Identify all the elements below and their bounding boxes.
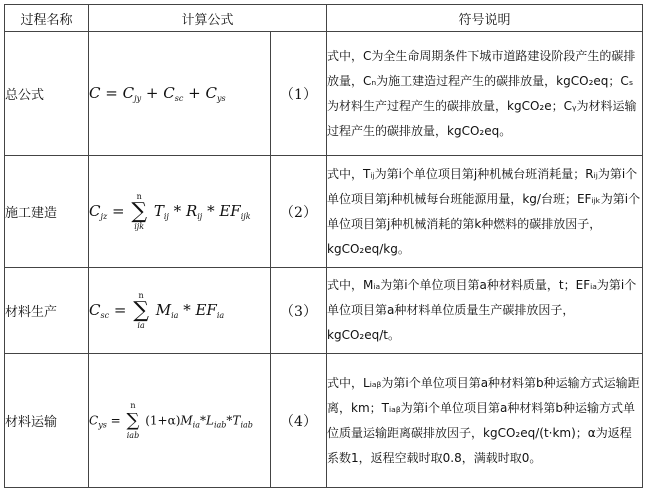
formula: $C_{sc}$ = n ∑ ia $M_{ia} * EF_{ia}$ — [89, 268, 271, 354]
symbol-description: 式中，Lᵢₐᵦ为第i个单位项目第a种材料第b种运输方式运输距离，km；Tᵢₐᵦ为第i个单位项目第a种材料第b种运输方式单位质量运输距离碳排放因子，kgCO₂eq/(t·km)；α为返程系数1，返程空载时取0.8，满载时取0。 — [327, 354, 643, 488]
header-row — [5, 5, 643, 32]
table-row — [5, 32, 643, 156]
formula-number: （1） — [271, 32, 327, 156]
formula-number: （4） — [271, 354, 327, 488]
process-name: 施工建造 — [5, 156, 89, 268]
formula: $C_{jz}$ = n ∑ ijk $T_{ij} * R_{ij} * EF_{ijk}$ — [89, 156, 271, 268]
table-row — [5, 268, 643, 354]
formula: $C_{ys}$ = n ∑ iab $(1+\alpha)M_{ia}*L_{iab}*T_{iab}$ — [89, 354, 271, 488]
summation-symbol: n ∑ iab — [126, 400, 140, 440]
header-symbol-desc: 符号说明 — [327, 5, 643, 32]
formula-number: （3） — [271, 268, 327, 354]
symbol-description: 式中，Mᵢₐ为第i个单位项目第a种材料质量，t；EFᵢₐ为第i个单位项目第a种材料单位质量生产碳排放因子，kgCO₂eq/t。 — [327, 268, 643, 354]
carbon-emission-table — [4, 4, 643, 488]
header-formula: 计算公式 — [89, 5, 327, 32]
table-row — [5, 156, 643, 268]
formula-number: （2） — [271, 156, 327, 268]
symbol-description: 式中，Tᵢⱼ为第i个单位项目第j种机械台班消耗量；Rᵢⱼ为第i个单位项目第j种机械每台班能源用量，kg/台班；EFᵢⱼₖ为第i个单位项目第j种机械消耗的第k种燃料的碳排放因子，kgCO₂eq/kg。 — [327, 156, 643, 268]
header-process-name: 过程名称 — [5, 5, 89, 32]
process-name: 材料生产 — [5, 268, 89, 354]
symbol-description: 式中，C为全生命周期条件下城市道路建设阶段产生的碳排放量，Cₙ为施工建造过程产生的碳排放量，kgCO₂eq；Cₛ为材料生产过程产生的碳排放量，kgCO₂e；Cᵧ为材料运输过程产生的碳排放量，kgCO₂eq。 — [327, 32, 643, 156]
process-name: 材料运输 — [5, 354, 89, 488]
summation-symbol: n ∑ ijk — [131, 191, 148, 231]
table-row — [5, 354, 643, 488]
summation-symbol: n ∑ ia — [133, 290, 149, 330]
process-name: 总公式 — [5, 32, 89, 156]
formula: $C = C_{jy} + C_{sc} + C_{ys}$ — [89, 32, 271, 156]
